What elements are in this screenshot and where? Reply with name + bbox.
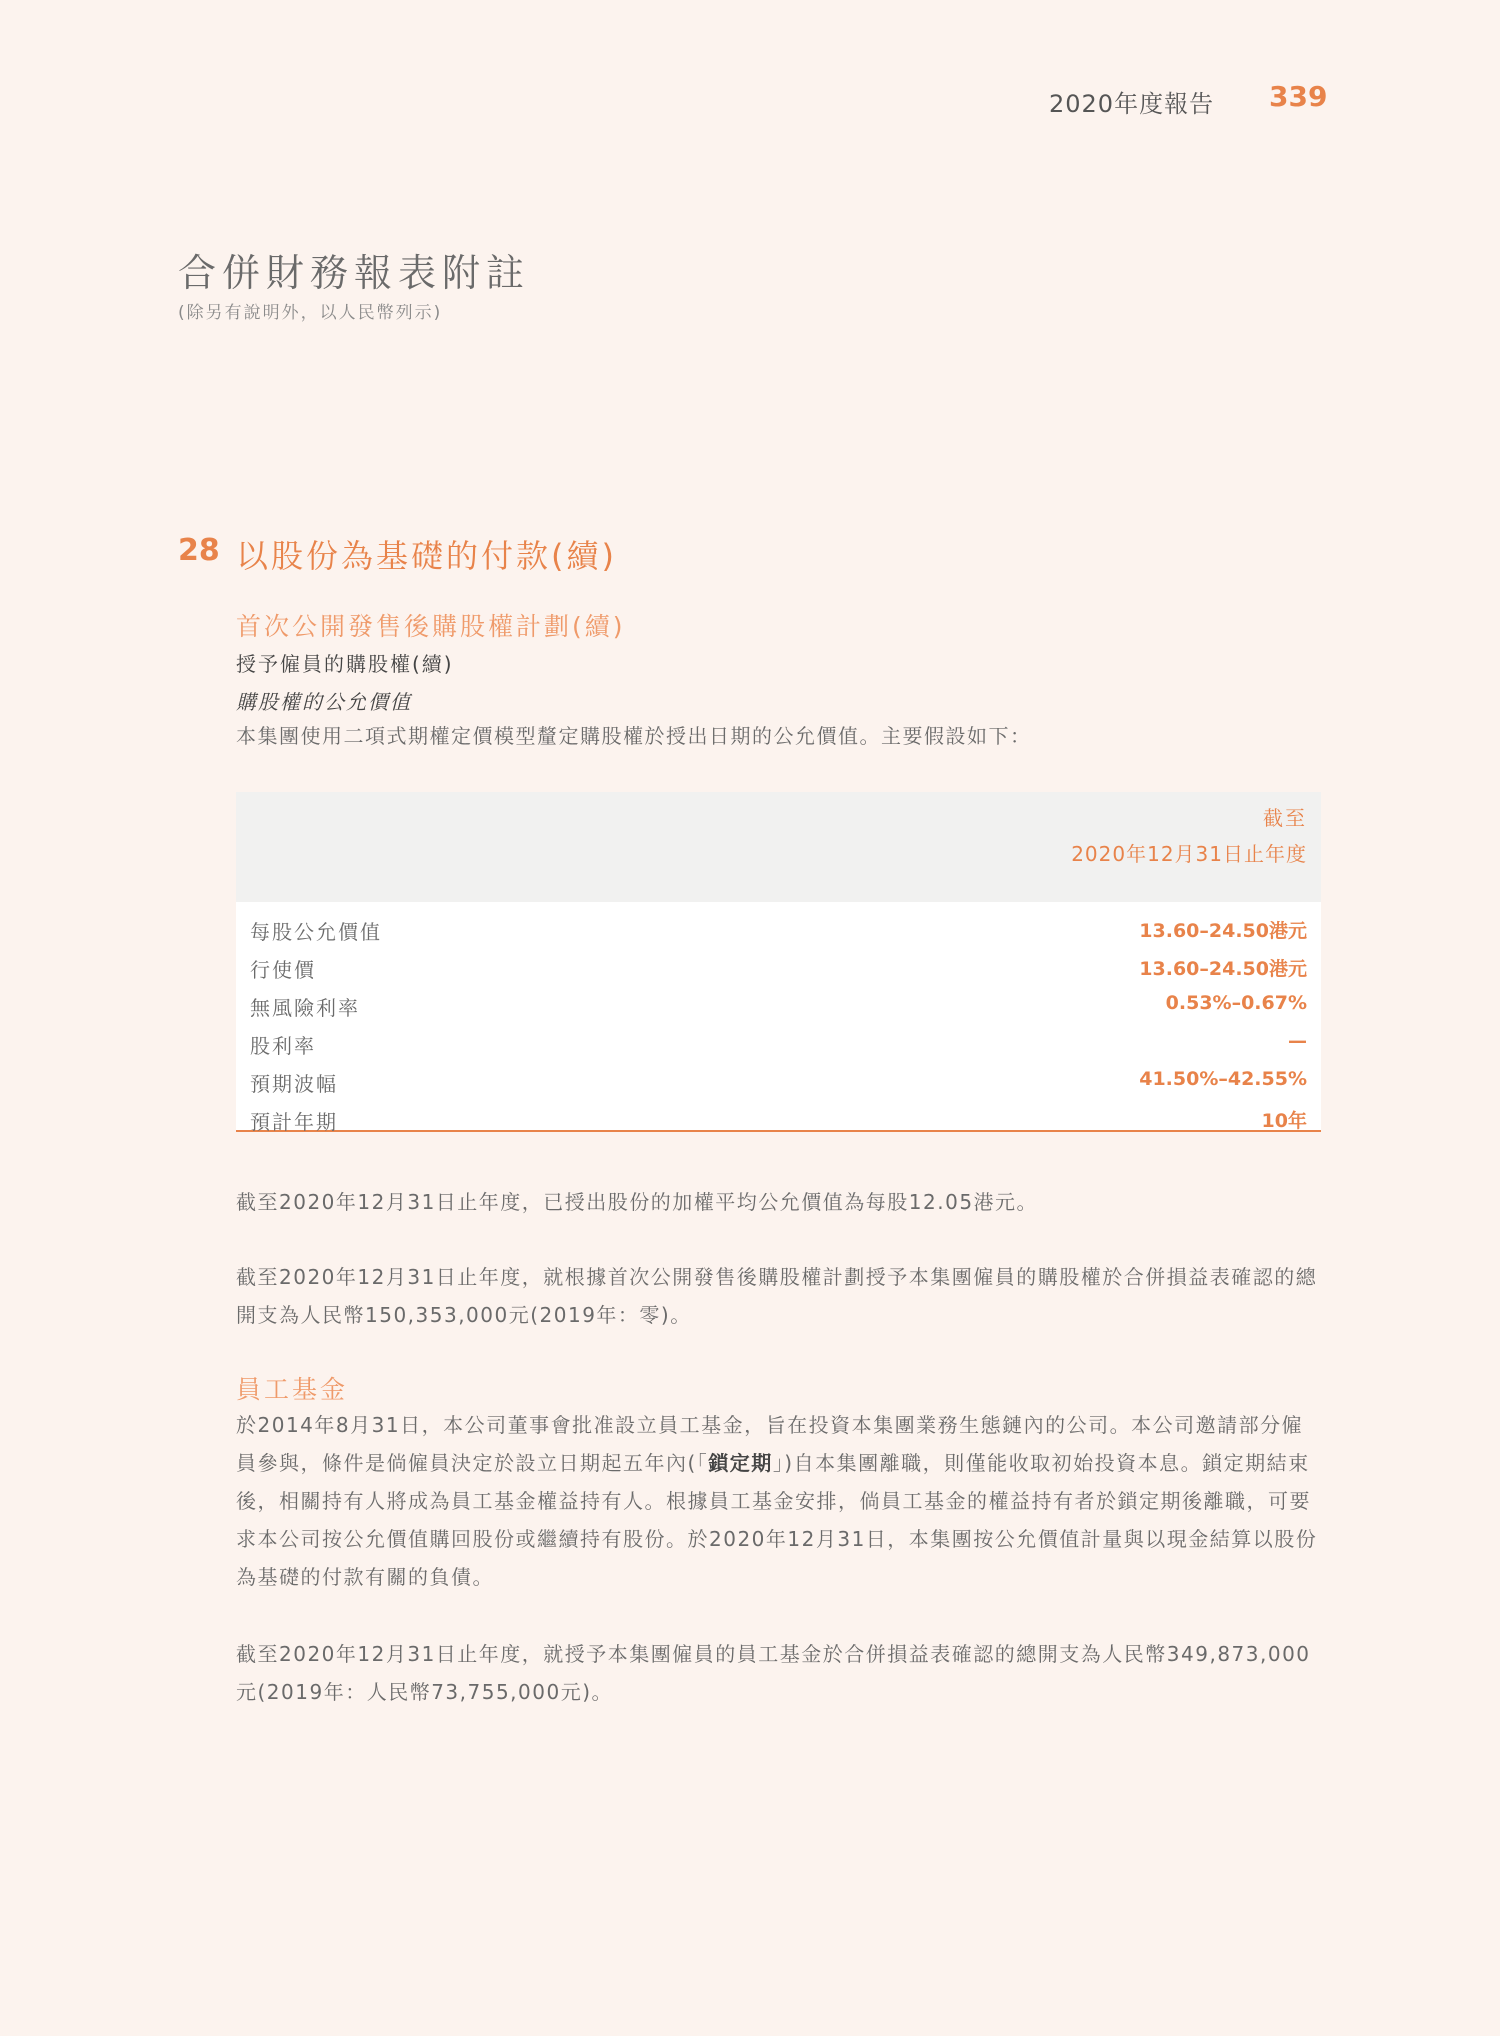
table-row xyxy=(236,1060,1321,1098)
table-header xyxy=(236,792,1321,902)
table-row xyxy=(236,1098,1321,1136)
assumptions-table xyxy=(236,902,1321,1132)
intro-paragraph: 本集團使用二項式期權定價模型釐定購股權於授出日期的公允價值。主要假設如下： xyxy=(236,724,1032,748)
subsection-title: 首次公開發售後購股權計劃(續) xyxy=(236,612,626,641)
text-run: 於2014年8月31日，本公司董事會批准設立員工基金，旨在投資本集團業務生態鏈內的公司。本公司邀請部分僱員參與，條件是倘僱員決定於設立日期起五年內(「 xyxy=(236,1413,1304,1475)
row-value: 13.60–24.50港元 xyxy=(1139,958,1307,980)
paragraph-employee-fund xyxy=(236,1406,1322,1596)
document-subtitle: (除另有說明外，以人民幣列示) xyxy=(178,303,443,323)
section-title: 以股份為基礎的付款(續) xyxy=(236,537,617,575)
table-header-line2: 2020年12月31日止年度 xyxy=(1071,842,1307,866)
paragraph-option-expense: 截至2020年12月31日止年度，就根據首次公開發售後購股權計劃授予本集團僱員的購股權於合併損益表確認的總開支為人民幣150,353,000元(2019年：零)。 xyxy=(236,1265,1318,1327)
lock-up-period-term: 鎖定期 xyxy=(708,1451,773,1475)
page-number: 339 xyxy=(1269,80,1328,113)
table-header-line1: 截至 xyxy=(1263,806,1307,830)
row-value: 41.50%–42.55% xyxy=(1139,1068,1307,1090)
row-value: 0.53%–0.67% xyxy=(1165,992,1307,1014)
italic-heading: 購股權的公允價值 xyxy=(236,690,412,714)
row-label: 預計年期 xyxy=(250,1110,338,1134)
employee-fund-heading: 員工基金 xyxy=(236,1375,349,1404)
row-label: 行使價 xyxy=(250,958,316,982)
paragraph-fund-expense: 截至2020年12月31日止年度，就授予本集團僱員的員工基金於合併損益表確認的總開支為人民幣349,873,000元(2019年：人民幣73,755,000元)。 xyxy=(236,1642,1311,1704)
section-number: 28 xyxy=(178,533,220,568)
row-value: 13.60–24.50港元 xyxy=(1139,920,1307,942)
row-label: 股利率 xyxy=(250,1034,316,1058)
row-value: 10年 xyxy=(1261,1110,1307,1132)
table-row xyxy=(236,908,1321,946)
row-label: 無風險利率 xyxy=(250,996,360,1020)
row-label: 預期波幅 xyxy=(250,1072,338,1096)
table-row xyxy=(236,984,1321,1022)
report-title: 2020年度報告 xyxy=(1049,90,1215,118)
row-value: — xyxy=(1288,1030,1307,1052)
table-row xyxy=(236,1022,1321,1060)
sub-heading: 授予僱員的購股權(續) xyxy=(236,652,454,676)
text-run: 」)自本集團離職，則僅能收取初始投資本息。鎖定期結束後，相關持有人將成為員工基金權益持有人。根據員工基金安排，倘員工基金的權益持有者於鎖定期後離職，可要求本公司按公允價值購回股份或繼續持有股份。於2020年12月31日，本集團按公允價值計量與以現金結算以股份為基礎的付款有關的負債。 xyxy=(236,1451,1318,1589)
row-label: 每股公允價值 xyxy=(250,920,382,944)
paragraph-weighted-fair-value: 截至2020年12月31日止年度，已授出股份的加權平均公允價值為每股12.05港元。 xyxy=(236,1190,1039,1214)
table-row xyxy=(236,946,1321,984)
document-title: 合併財務報表附註 xyxy=(178,251,531,295)
